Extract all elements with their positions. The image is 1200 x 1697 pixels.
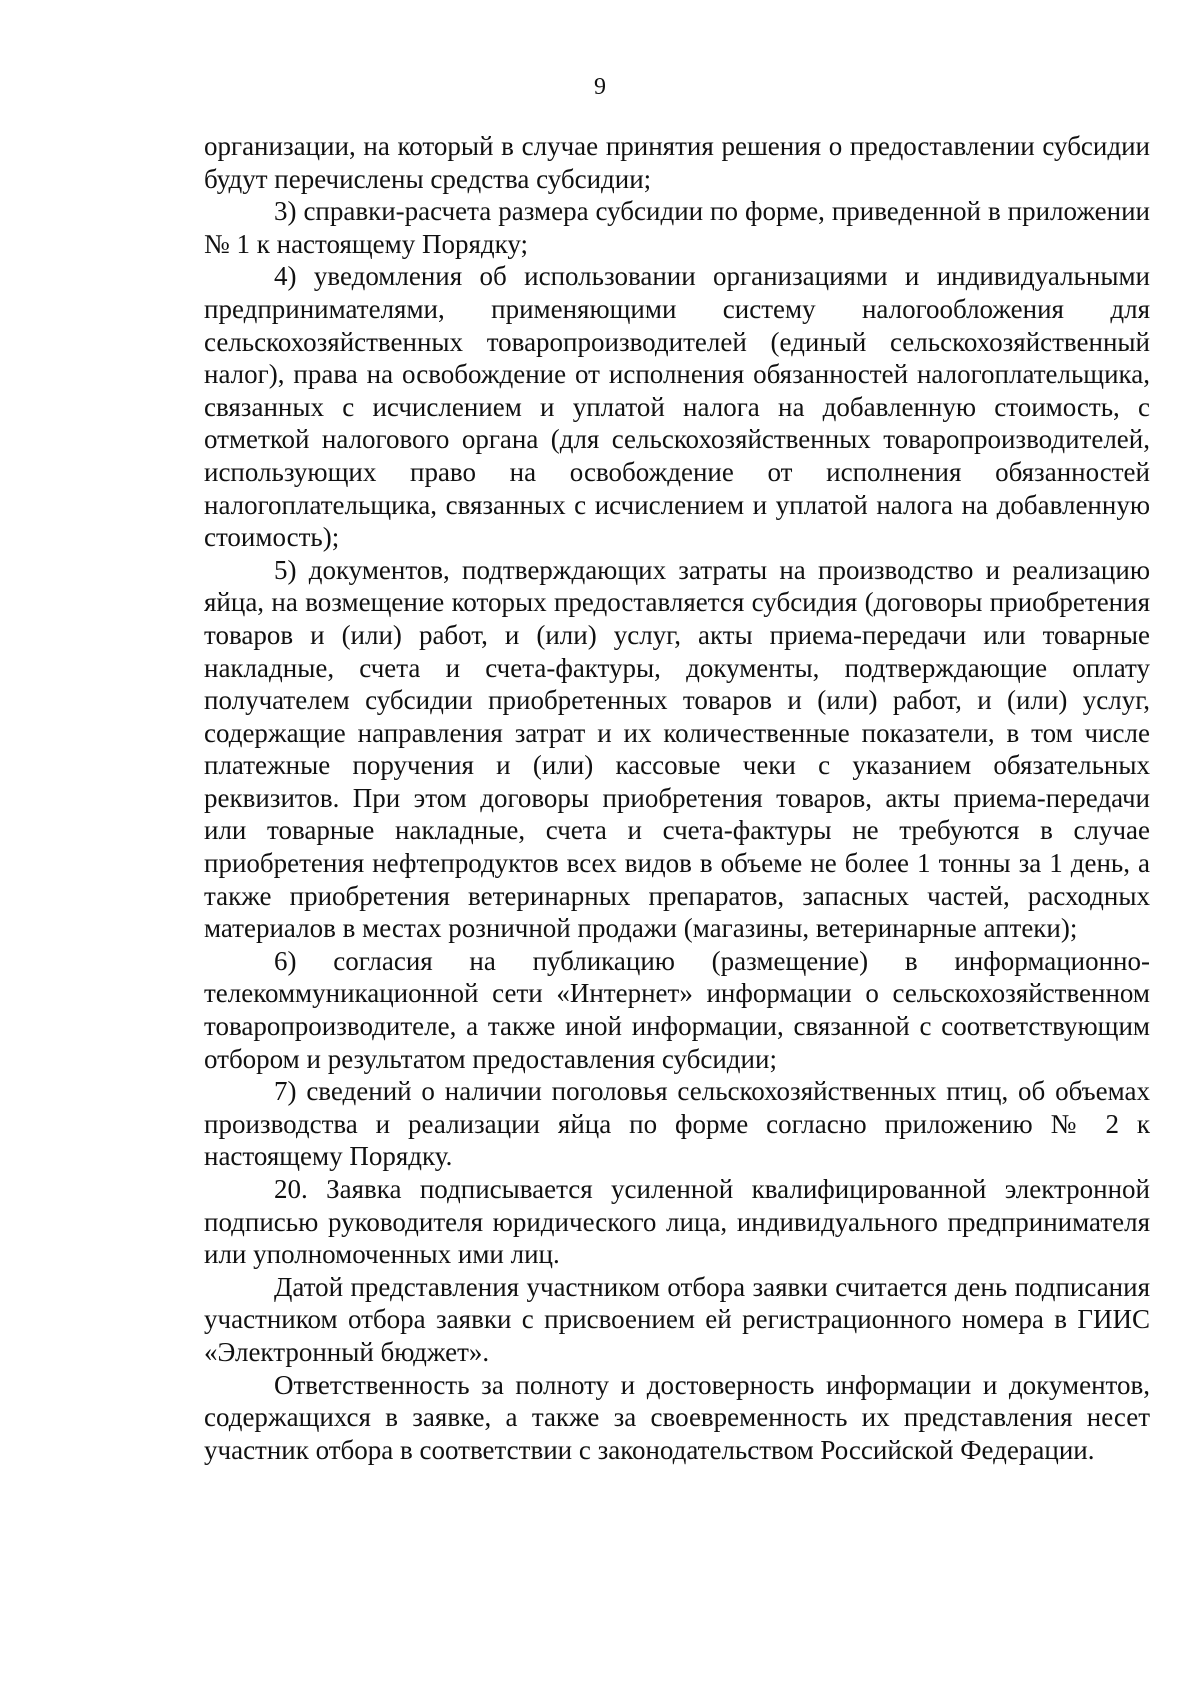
paragraph-item-5: 5) документов, подтверждающих затраты на производство и реализацию яйца, на возмещение которых предоставляется субсидия (договоры приобретения товаров и (или) работ, и (или) услуг, акты приема-передачи или товарные накладные, счета и счета-фактуры, документы, подтверждающие оплату получателем субсидии приобретенных товаров и (или) работ, и (или) услуг, содержащие направления затрат и их количественные показатели, в том числе платежные поручения и (или) кассовые чеки с указанием обязательных реквизитов. При этом договоры приобретения товаров, акты приема-передачи или товарные накладные, счета и счета-фактуры не требуются в случае приобретения нефтепродуктов всех видов в объеме не более 1 тонны за 1 день, а также приобретения ветеринарных препаратов, запасных частей, расходных материалов в местах розничной продажи (магазины, ветеринарные аптеки); [204, 554, 1150, 944]
paragraph-continuation: организации, на который в случае принятия решения о предоставлении субсидии будут перечислены средства субсидии; [204, 131, 1150, 194]
document-body [204, 130, 1150, 1466]
paragraph-responsibility: Ответственность за полноту и достоверность информации и документов, содержащихся в заявке, а также за своевременность их представления несет участник отбора в соответствии с законодательством Российской Федерации. [204, 1369, 1150, 1465]
paragraph-item-3: 3) справки-расчета размера субсидии по форме, приведенной в приложении № 1 к настоящему Порядку; [204, 196, 1150, 259]
page-number: 9 [594, 74, 606, 100]
paragraph-clause-20: 20. Заявка подписывается усиленной квалифицированной электронной подписью руководителя юридического лица, индивидуального предпринимателя или уполномоченных ими лиц. [204, 1174, 1150, 1270]
paragraph-submission-date: Датой представления участником отбора заявки считается день подписания участником отбора заявки с присвоением ей регистрационного номера в ГИИС «Электронный бюджет». [204, 1271, 1150, 1367]
paragraph-item-4: 4) уведомления об использовании организациями и индивидуальными предпринимателями, применяющими систему налогообложения для сельскохозяйственных товаропроизводителей (единый сельскохозяйственный налог), права на освобождение от исполнения обязанностей налогоплательщика, связанных с исчислением и уплатой налога на добавленную стоимость, с отметкой налогового органа (для сельскохозяйственных товаропроизводителей, использующих право на освобождение от исполнения обязанностей налогоплательщика, связанных с исчислением и уплатой налога на добавленную стоимость); [204, 261, 1150, 553]
paragraph-item-6: 6) согласия на публикацию (размещение) в информационно-телекоммуникационной сети «Интернет» информации о сельскохозяйственном товаропроизводителе, а также иной информации, связанной с соответствующим отбором и результатом предоставления субсидии; [204, 945, 1150, 1074]
paragraph-item-7: 7) сведений о наличии поголовья сельскохозяйственных птиц, об объемах производства и реализации яйца по форме согласно приложению № 2 к настоящему Порядку. [204, 1076, 1150, 1172]
